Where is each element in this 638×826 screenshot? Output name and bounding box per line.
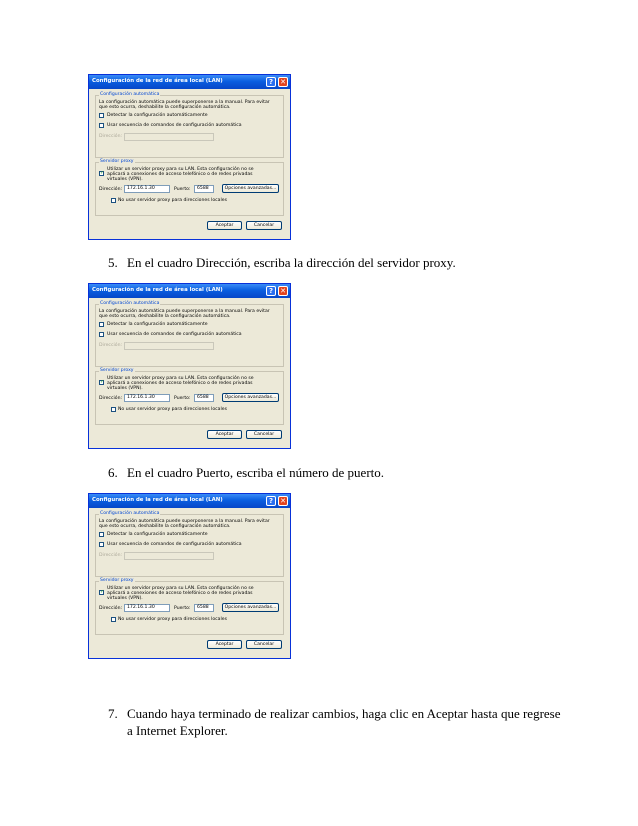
dialog-titlebar bbox=[89, 284, 290, 298]
use-proxy-line1: Utilizar un servidor proxy para su LAN. Esta configuración no se bbox=[107, 167, 254, 172]
close-icon[interactable]: ✕ bbox=[278, 496, 288, 506]
auto-config-desc-line2: que esto ocurra, deshabilite la configuración automática. bbox=[99, 524, 231, 529]
auto-config-group-label: Configuración automática bbox=[100, 511, 160, 516]
bypass-local-label: No usar servidor proxy para direcciones locales bbox=[118, 198, 227, 203]
detect-settings-checkbox[interactable] bbox=[99, 113, 104, 118]
lan-settings-dialog bbox=[88, 283, 291, 449]
dialog-title: Configuración de la red de área local (LAN) bbox=[92, 497, 223, 503]
step-number: 5. bbox=[108, 255, 118, 270]
auto-config-group-label: Configuración automática bbox=[100, 301, 160, 306]
port-label: Puerto: bbox=[174, 396, 191, 401]
config-script-checkbox[interactable] bbox=[99, 123, 104, 128]
proxy-address-label: Dirección: bbox=[99, 396, 123, 401]
use-proxy-line3: virtuales (VPN). bbox=[107, 386, 143, 391]
proxy-server-group-label: Servidor proxy bbox=[100, 159, 134, 164]
detect-settings-label: Detectar la configuración automáticamente bbox=[107, 532, 208, 537]
auto-config-desc-line1: La configuración automática puede superponerse a la manual. Para evitar bbox=[99, 309, 270, 314]
dialog-titlebar bbox=[89, 494, 290, 508]
bypass-local-label: No usar servidor proxy para direcciones locales bbox=[118, 407, 227, 412]
cancel-button[interactable]: Cancelar bbox=[246, 640, 282, 649]
step-number: 7. bbox=[108, 706, 118, 721]
use-proxy-line1: Utilizar un servidor proxy para su LAN. Esta configuración no se bbox=[107, 586, 254, 591]
proxy-address-input[interactable]: 172.16.1.30 bbox=[124, 604, 170, 612]
config-script-label: Usar secuencia de comandos de configuración automática bbox=[107, 123, 242, 128]
help-icon[interactable]: ? bbox=[266, 77, 276, 87]
step-text bbox=[127, 705, 577, 739]
port-input[interactable]: 6588 bbox=[194, 185, 214, 193]
step-text-line1: Cuando haya terminado de realizar cambios, haga clic en Aceptar hasta que regrese bbox=[127, 706, 561, 721]
bypass-local-checkbox[interactable] bbox=[111, 198, 116, 203]
proxy-server-group-label: Servidor proxy bbox=[100, 578, 134, 583]
bypass-local-checkbox[interactable] bbox=[111, 617, 116, 622]
use-proxy-checkbox[interactable] bbox=[99, 590, 104, 595]
script-address-label: Dirección: bbox=[99, 134, 123, 139]
auto-config-group-label: Configuración automática bbox=[100, 92, 160, 97]
script-address-label: Dirección: bbox=[99, 553, 123, 558]
help-icon[interactable]: ? bbox=[266, 286, 276, 296]
config-script-label: Usar secuencia de comandos de configuración automática bbox=[107, 332, 242, 337]
port-input[interactable]: 6588 bbox=[194, 604, 214, 612]
use-proxy-line3: virtuales (VPN). bbox=[107, 177, 143, 182]
script-address-label: Dirección: bbox=[99, 343, 123, 348]
config-script-label: Usar secuencia de comandos de configuración automática bbox=[107, 542, 242, 547]
script-address-input[interactable] bbox=[124, 133, 214, 141]
use-proxy-line1: Utilizar un servidor proxy para su LAN. Esta configuración no se bbox=[107, 376, 254, 381]
lan-settings-dialog bbox=[88, 493, 291, 659]
use-proxy-line2: aplicará a conexiones de acceso telefónico o de redes privadas bbox=[107, 172, 253, 177]
use-proxy-line2: aplicará a conexiones de acceso telefónico o de redes privadas bbox=[107, 381, 253, 386]
port-input[interactable]: 6588 bbox=[194, 394, 214, 402]
use-proxy-line3: virtuales (VPN). bbox=[107, 596, 143, 601]
lan-settings-dialog bbox=[88, 74, 291, 240]
use-proxy-checkbox[interactable] bbox=[99, 380, 104, 385]
step-text-line2: a Internet Explorer. bbox=[127, 723, 228, 738]
advanced-button[interactable]: Opciones avanzadas... bbox=[222, 393, 279, 402]
bypass-local-checkbox[interactable] bbox=[111, 407, 116, 412]
use-proxy-line2: aplicará a conexiones de acceso telefónico o de redes privadas bbox=[107, 591, 253, 596]
cancel-button[interactable]: Cancelar bbox=[246, 430, 282, 439]
close-icon[interactable]: ✕ bbox=[278, 286, 288, 296]
config-script-checkbox[interactable] bbox=[99, 332, 104, 337]
port-label: Puerto: bbox=[174, 187, 191, 192]
bypass-local-label: No usar servidor proxy para direcciones locales bbox=[118, 617, 227, 622]
script-address-input[interactable] bbox=[124, 552, 214, 560]
auto-config-group bbox=[95, 301, 284, 367]
port-label: Puerto: bbox=[174, 606, 191, 611]
step-text: En el cuadro Dirección, escriba la dirección del servidor proxy. bbox=[127, 255, 456, 270]
ok-button[interactable]: Aceptar bbox=[207, 640, 242, 649]
step-text: En el cuadro Puerto, escriba el número de puerto. bbox=[127, 465, 385, 480]
cancel-button[interactable]: Cancelar bbox=[246, 221, 282, 230]
help-icon[interactable]: ? bbox=[266, 496, 276, 506]
dialog-titlebar bbox=[89, 75, 290, 89]
auto-config-group bbox=[95, 92, 284, 158]
close-icon[interactable]: ✕ bbox=[278, 77, 288, 87]
proxy-server-group bbox=[95, 578, 284, 635]
auto-config-desc-line2: que esto ocurra, deshabilite la configuración automática. bbox=[99, 105, 231, 110]
proxy-server-group bbox=[95, 159, 284, 216]
detect-settings-label: Detectar la configuración automáticamente bbox=[107, 113, 208, 118]
proxy-address-label: Dirección: bbox=[99, 187, 123, 192]
proxy-address-input[interactable]: 172.16.1.30 bbox=[124, 185, 170, 193]
advanced-button[interactable]: Opciones avanzadas... bbox=[222, 184, 279, 193]
step-number: 6. bbox=[108, 465, 118, 480]
ok-button[interactable]: Aceptar bbox=[207, 221, 242, 230]
proxy-server-group bbox=[95, 368, 284, 425]
proxy-address-label: Dirección: bbox=[99, 606, 123, 611]
detect-settings-label: Detectar la configuración automáticamente bbox=[107, 322, 208, 327]
advanced-button[interactable]: Opciones avanzadas... bbox=[222, 603, 279, 612]
dialog-title: Configuración de la red de área local (LAN) bbox=[92, 287, 223, 293]
script-address-input[interactable] bbox=[124, 342, 214, 350]
detect-settings-checkbox[interactable] bbox=[99, 322, 104, 327]
auto-config-group bbox=[95, 511, 284, 577]
use-proxy-checkbox[interactable] bbox=[99, 171, 104, 176]
auto-config-desc-line1: La configuración automática puede superponerse a la manual. Para evitar bbox=[99, 519, 270, 524]
auto-config-desc-line1: La configuración automática puede superponerse a la manual. Para evitar bbox=[99, 100, 270, 105]
proxy-address-input[interactable]: 172.16.1.30 bbox=[124, 394, 170, 402]
proxy-server-group-label: Servidor proxy bbox=[100, 368, 134, 373]
detect-settings-checkbox[interactable] bbox=[99, 532, 104, 537]
ok-button[interactable]: Aceptar bbox=[207, 430, 242, 439]
config-script-checkbox[interactable] bbox=[99, 542, 104, 547]
dialog-title: Configuración de la red de área local (LAN) bbox=[92, 78, 223, 84]
auto-config-desc-line2: que esto ocurra, deshabilite la configuración automática. bbox=[99, 314, 231, 319]
